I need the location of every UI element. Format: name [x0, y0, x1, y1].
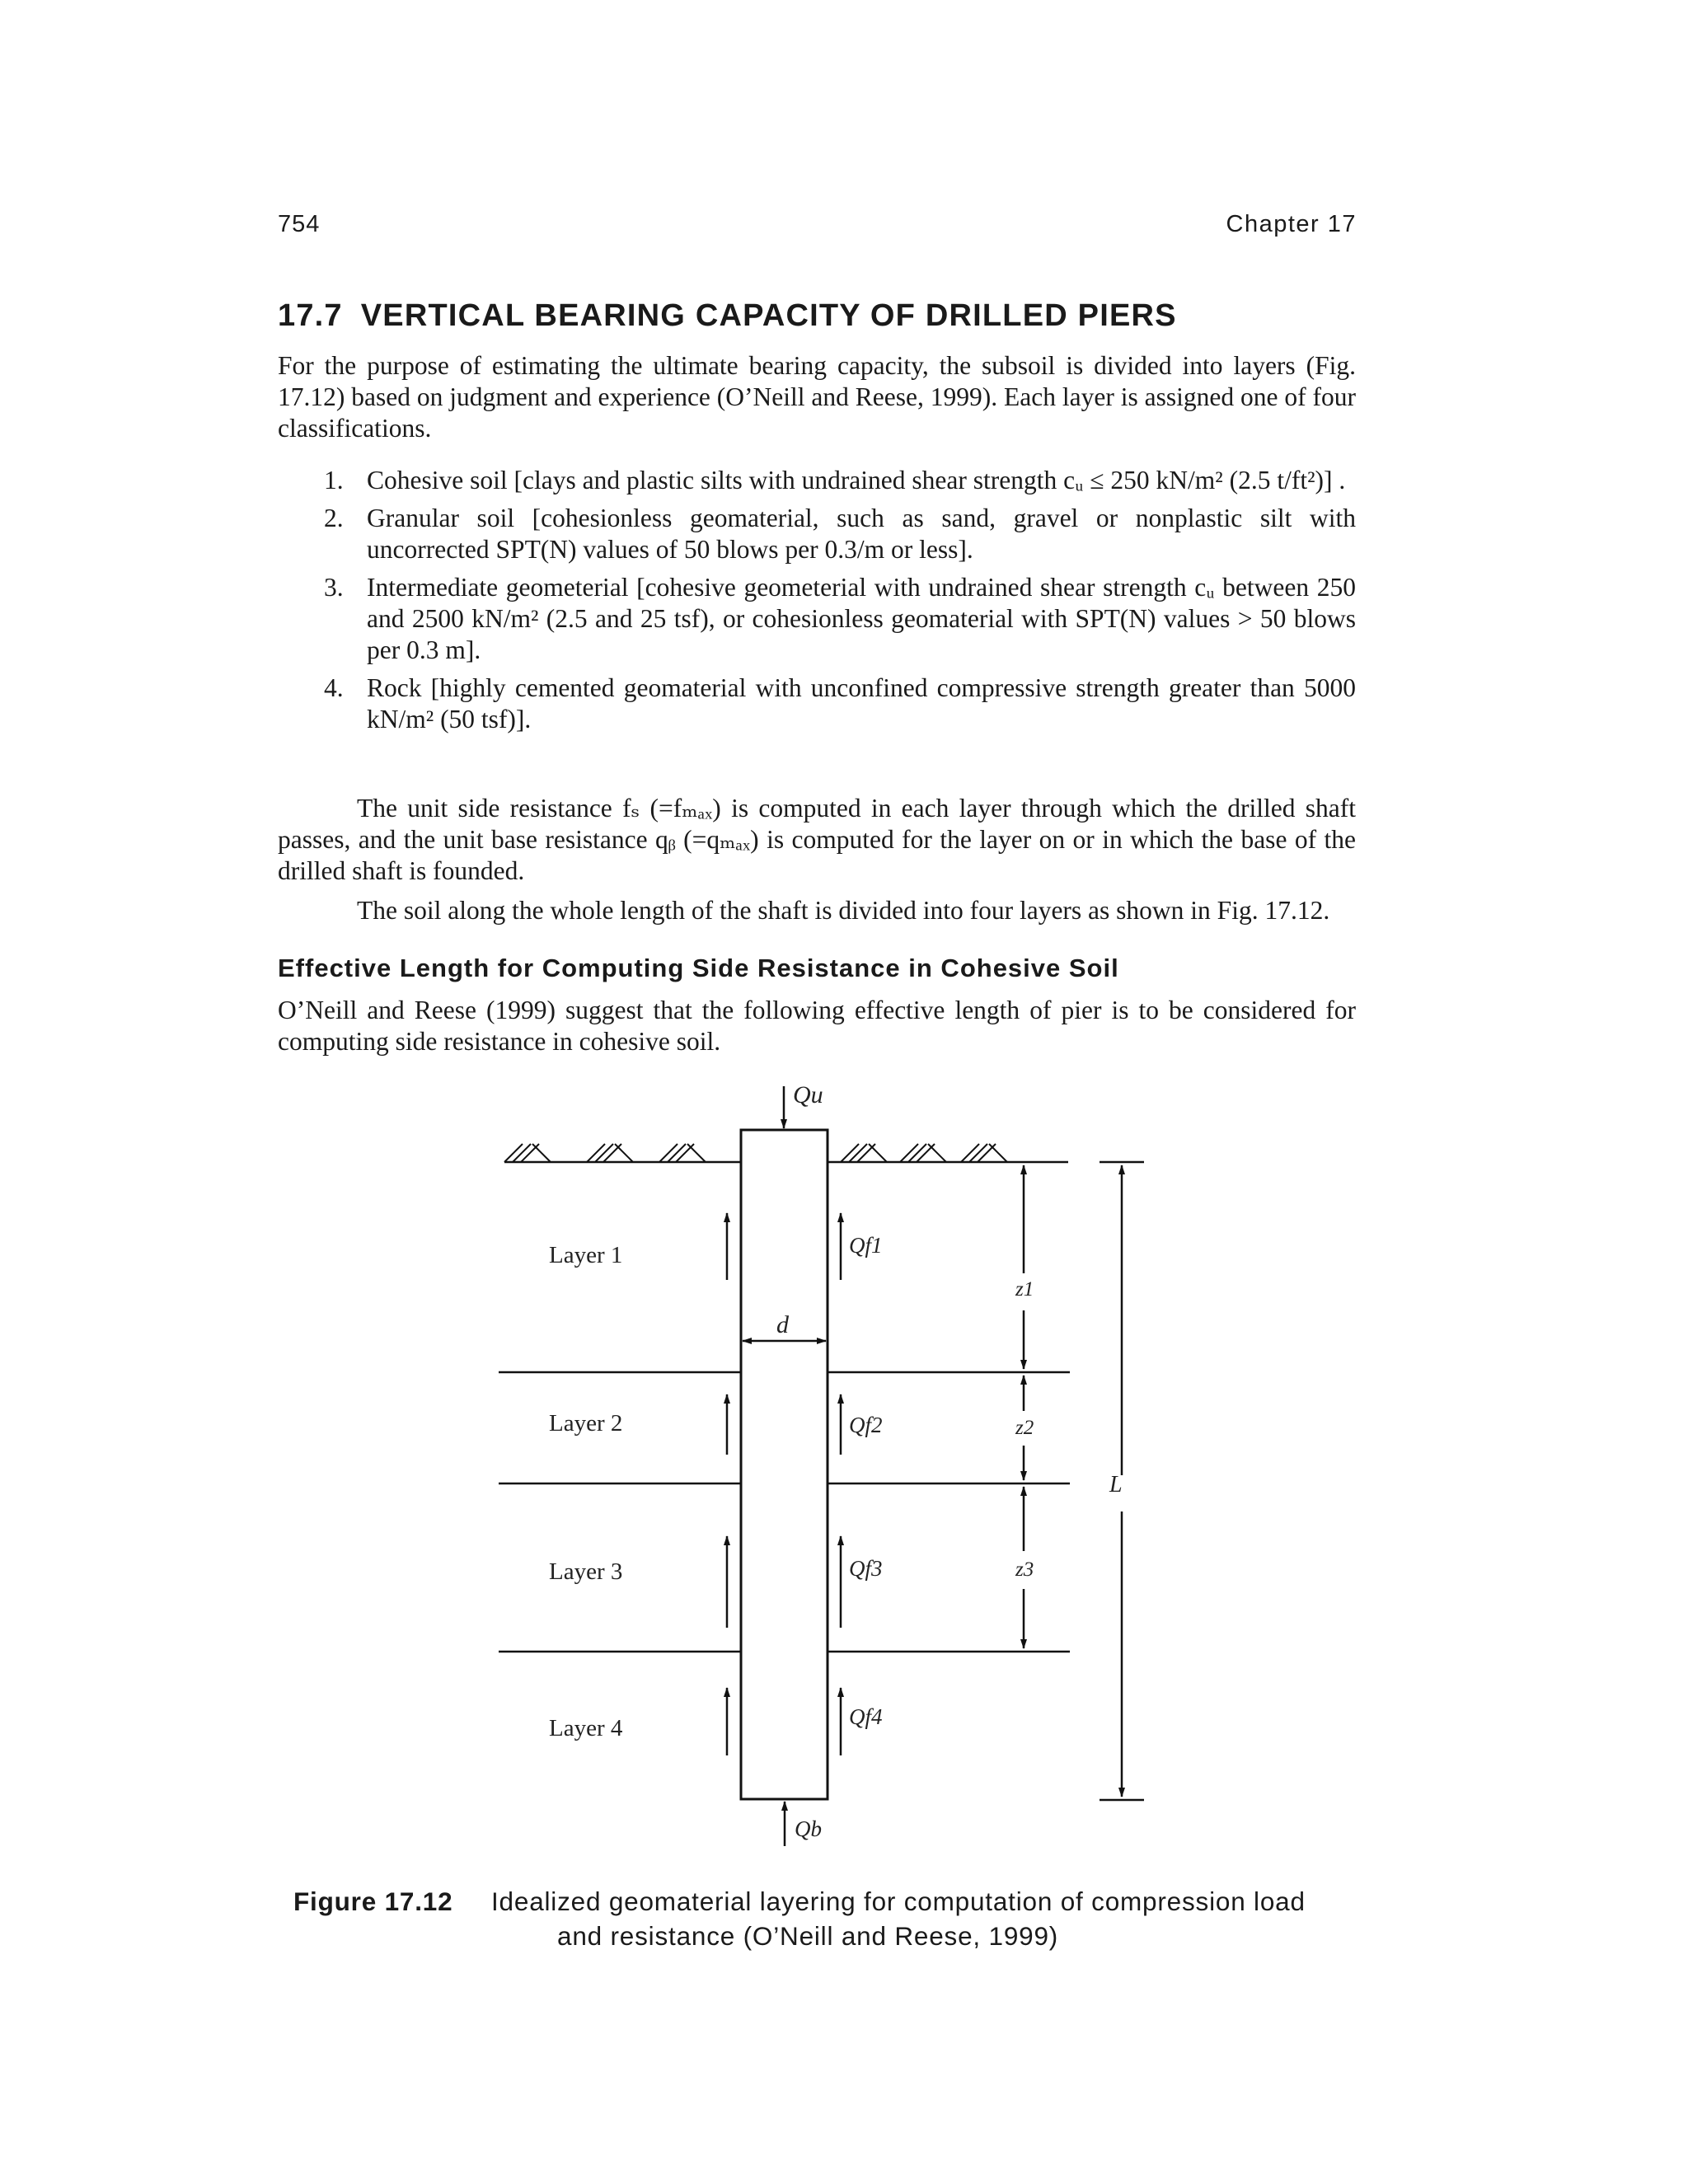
list-marker: 4. [324, 673, 344, 702]
layer-label-1: Layer 1 [549, 1242, 623, 1268]
chapter-label: Chapter 17 [1226, 211, 1357, 237]
layers-paragraph: The soil along the whole length of the shaft is divided into four layers as shown in Fig. 17.12. [357, 896, 1330, 925]
load-top-label: Qu [793, 1081, 823, 1108]
side-resistance-label-4: Qf4 [849, 1704, 883, 1729]
total-length-label: L [1109, 1472, 1123, 1497]
caption-line-1: Idealized geomaterial layering for computation of compression load [491, 1886, 1306, 1916]
depth-label-3: z3 [1015, 1558, 1034, 1581]
page-number: 754 [278, 211, 321, 237]
depth-label-2: z2 [1015, 1417, 1034, 1439]
intro-paragraph: For the purpose of estimating the ultimate bearing capacity, the subsoil is divided into layers (Fig. 17.12) based on judgment and experience (O’Neill and Reese, 1999). Each layer is assigned one of four classifications. [278, 351, 1356, 443]
list-text: Granular soil [cohesionless geomaterial, such as sand, gravel or nonplastic silt with uncorrected SPT(N) values of 50 blows per 0.3/m or less]. [367, 504, 1356, 564]
subsection-heading: Effective Length for Computing Side Resistance in Cohesive Soil [278, 954, 1119, 982]
ground-hatching [504, 1144, 1007, 1162]
list-item [278, 673, 1356, 735]
section-heading [278, 298, 1177, 334]
list-item [278, 572, 1356, 666]
layer-label-3: Layer 3 [549, 1558, 623, 1585]
effective-length-paragraph: O’Neill and Reese (1999) suggest that the following effective length of pier is to be considered for computing side resistance in cohesive soil. [278, 996, 1356, 1056]
resistance-paragraph: The unit side resistance fₛ (=fₘₐₓ) is computed in each layer through which the drilled shaft passes, and the unit base resistance qᵦ (=qₘₐₓ) is computed for the layer on or in which the base of the drilled shaft is founded. [278, 794, 1356, 885]
diameter-label: d [776, 1311, 789, 1338]
section-title: VERTICAL BEARING CAPACITY OF DRILLED PIERS [360, 298, 1177, 333]
list-text: Cohesive soil [clays and plastic silts with undrained shear strength cᵤ ≤ 250 kN/m² (2.5 t/ft²)] . [367, 466, 1346, 494]
list-marker: 3. [324, 573, 344, 602]
layer-label-2: Layer 2 [549, 1410, 623, 1436]
list-item [278, 465, 1356, 496]
list-marker: 1. [324, 466, 344, 494]
side-resistance-label-1: Qf1 [849, 1233, 883, 1258]
load-base-label: Qb [795, 1816, 822, 1841]
caption-line-2: and resistance (O’Neill and Reese, 1999) [557, 1921, 1059, 1951]
side-resistance-label-3: Qf3 [849, 1556, 883, 1581]
list-text: Rock [highly cemented geomaterial with unconfined compressive strength greater than 5000 kN/m² (50 tsf)]. [367, 673, 1356, 733]
section-number: 17.7 [278, 298, 343, 333]
figure-caption [293, 1884, 1306, 1953]
caption-label: Figure 17.12 [293, 1886, 453, 1916]
list-text: Intermediate geometerial [cohesive geometerial with undrained shear strength cᵤ between 250 and 2500 kN/m² (2.5 and 25 tsf), or cohesionless geomaterial with SPT(N) values > 50 blows per 0.3 m]. [367, 573, 1356, 664]
list-item [278, 503, 1356, 565]
pier-shaft [741, 1130, 828, 1799]
list-marker: 2. [324, 504, 344, 532]
classification-list [278, 465, 1356, 738]
side-resistance-label-2: Qf2 [849, 1413, 883, 1437]
layer-label-4: Layer 4 [549, 1715, 623, 1741]
depth-label-1: z1 [1015, 1278, 1034, 1301]
